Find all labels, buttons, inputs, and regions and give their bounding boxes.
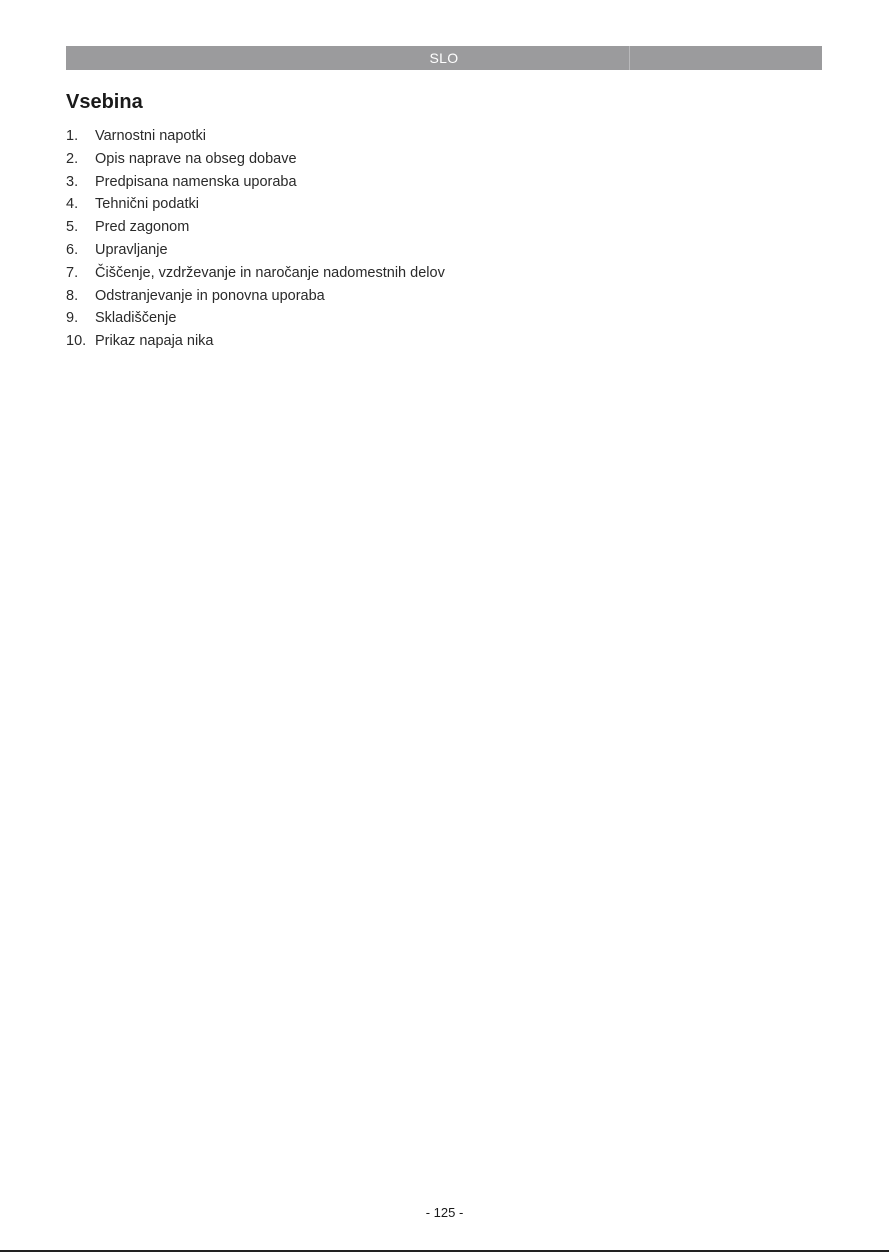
page-title: Vsebina — [66, 91, 143, 113]
toc-item-number: 7. — [66, 264, 79, 281]
toc-item — [66, 172, 445, 195]
language-header-bar — [66, 46, 822, 70]
toc-item-text: Tehnični podatki — [95, 196, 199, 213]
toc-item-number: 2. — [66, 150, 79, 167]
page-number: - 125 - — [425, 1205, 464, 1220]
toc-item — [66, 194, 445, 217]
toc-item-text: Čiščenje, vzdrževanje in naročanje nadomestnih delov — [95, 264, 445, 281]
table-of-contents — [66, 126, 445, 354]
toc-item-number: 9. — [66, 310, 79, 327]
toc-item — [66, 308, 445, 331]
toc-item — [66, 217, 445, 240]
bottom-divider — [0, 1250, 889, 1252]
toc-item-number: 5. — [66, 219, 79, 236]
toc-item-text: Upravljanje — [95, 241, 168, 258]
toc-item-text: Predpisana namenska uporaba — [95, 173, 297, 190]
toc-item — [66, 331, 445, 354]
toc-item — [66, 263, 445, 286]
toc-item-text: Pred zagonom — [95, 219, 190, 236]
toc-item-text: Skladiščenje — [95, 310, 177, 327]
toc-item — [66, 149, 445, 172]
toc-item — [66, 286, 445, 309]
toc-item-text: Opis naprave na obseg dobave — [95, 150, 297, 167]
toc-item-number: 4. — [66, 196, 79, 213]
toc-item-number: 8. — [66, 287, 79, 304]
toc-item — [66, 126, 445, 149]
toc-item-text: Prikaz napaja nika — [95, 333, 214, 350]
toc-item-text: Odstranjevanje in ponovna uporaba — [95, 287, 325, 304]
toc-item-text: Varnostni napotki — [95, 128, 206, 144]
toc-item-number: 10. — [66, 333, 87, 350]
toc-item-number: 1. — [66, 128, 79, 144]
toc-item-number: 3. — [66, 173, 79, 190]
toc-item-number: 6. — [66, 241, 79, 258]
toc-item — [66, 240, 445, 263]
language-label: SLO — [429, 50, 459, 66]
